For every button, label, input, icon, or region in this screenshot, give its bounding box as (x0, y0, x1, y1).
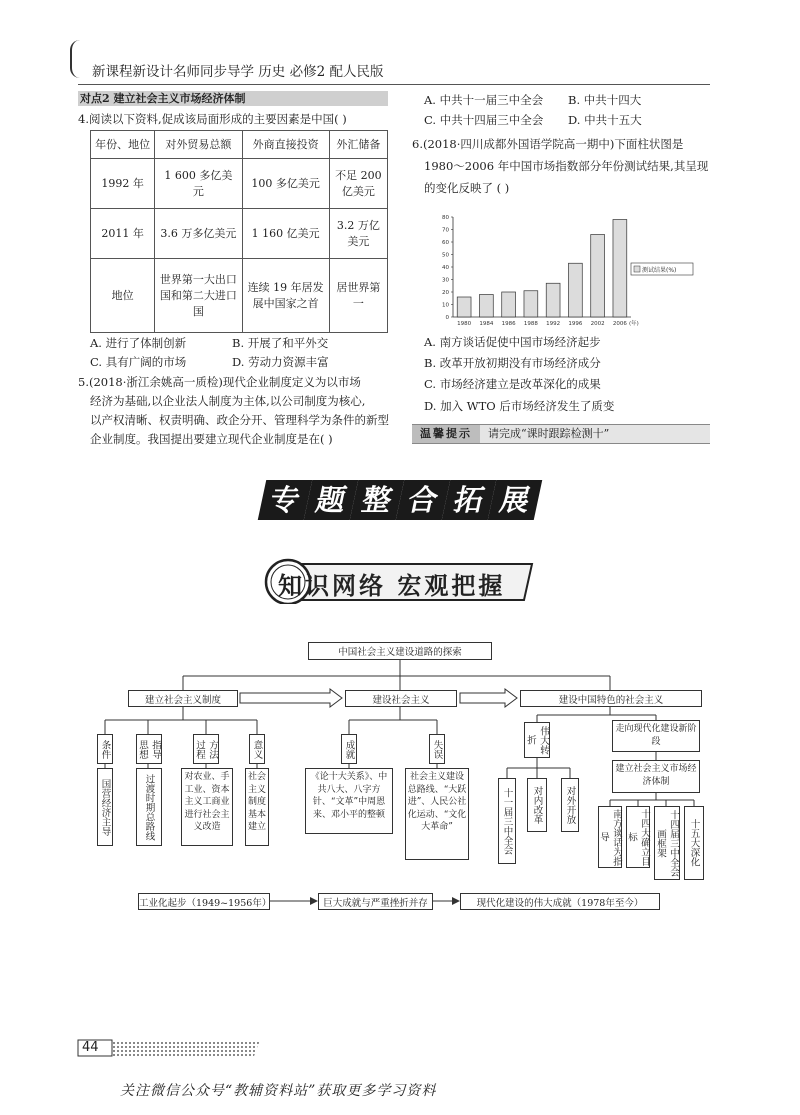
q5-option-a: A. 中共十一届三中全会 (424, 93, 544, 107)
bar (591, 235, 605, 318)
q5-line: 企业制度。我国提出要建立现代企业制度是在( ) (90, 432, 333, 446)
page-bar-dots (76, 1037, 260, 1059)
q6-option-d: D. 加入 WTO 后市场经济发生了质变 (424, 399, 615, 413)
table-cell: 100 多亿美元 (242, 159, 329, 209)
x-tick-label: 2002 (590, 321, 605, 327)
y-tick-label: 30 (442, 277, 449, 284)
header-rule (78, 84, 710, 85)
table-cell: 3.6 万多亿美元 (155, 209, 242, 259)
banner-char: 题 (304, 480, 359, 520)
banner-char: 拓 (442, 480, 497, 520)
table-cell: 居世界第一 (329, 259, 387, 333)
bar (502, 292, 516, 317)
banner-title: 知识网络 宏观把握 (278, 571, 506, 600)
diagram-node-modernization: 走向现代化建设新阶段 (612, 720, 700, 752)
diagram-leaf: 南方谈话为指导 (598, 806, 622, 868)
q5-line: 5.(2018·浙江余姚高一质检)现代企业制度定义为以市场 (78, 375, 361, 389)
diagram-leaf: 十一届三中全会 (498, 778, 516, 864)
table-cell: 2011 年 (91, 209, 155, 259)
page-number-bar (76, 1037, 260, 1059)
q6-option-a: A. 南方谈话促使中国市场经济起步 (424, 335, 601, 349)
table-row (91, 159, 388, 209)
bar (613, 220, 627, 318)
banner-char: 合 (396, 480, 451, 520)
diagram-node-market-economy: 建立社会主义市场经济体制 (612, 760, 700, 793)
y-tick-label: 80 (442, 215, 449, 221)
q6-option-b: B. 改革开放初期没有市场经济成分 (424, 356, 601, 370)
q4-option-c: C. 具有广阔的市场 (90, 355, 187, 369)
q5-option-b: B. 中共十四大 (568, 93, 642, 107)
y-tick-label: 50 (442, 252, 449, 259)
banner-char: 专 (258, 480, 313, 520)
table-cell: 1 600 多亿美元 (155, 159, 242, 209)
q6-line: 6.(2018·四川成都外国语学院高一期中)下面柱状图是 (412, 137, 684, 151)
banner-char: 展 (488, 480, 543, 520)
q6-option-c: C. 市场经济建立是改革深化的成果 (424, 377, 601, 391)
tip-text: 请完成“课时跟踪检测十” (488, 427, 610, 440)
market-index-bar-chart (425, 205, 715, 335)
tip-bar (412, 424, 710, 444)
q5-line: 经济为基础,以企业法人制度为主体,以公司制度为核心, (90, 394, 366, 408)
diagram-stage-industrialization: 工业化起步（1949~1956年） (138, 893, 270, 910)
table-header: 外商直接投资 (242, 131, 329, 159)
table-cell: 地位 (91, 259, 155, 333)
diagram-root-node: 中国社会主义建设道路的探索 (308, 642, 492, 660)
y-tick-label: 10 (442, 302, 449, 309)
table-cell: 3.2 万亿美元 (329, 209, 387, 259)
diagram-leaf: 社会主义制度基本建立 (245, 768, 269, 846)
x-tick-label: 1996 (568, 321, 583, 327)
diagram-leaf: 十四届三中全会画框架 (654, 806, 680, 880)
bar (479, 295, 493, 318)
section-banner (262, 478, 537, 522)
header-title: 新课程新设计名师同步导学 历史 必修2 配人民版 (92, 64, 384, 80)
q6-line: 的变化反映了 ( ) (424, 181, 510, 195)
y-tick-label: 0 (445, 315, 449, 321)
diagram-node-great-turn: 伟大转折 (524, 722, 550, 758)
bar (524, 291, 538, 317)
diagram-leaf: 对内改革 (527, 778, 547, 832)
diagram-leaf: 社会主义建设总路线、“大跃进”、人民公社化运动、“文化大革命” (405, 768, 469, 860)
tip-label: 温馨提示 (412, 425, 480, 443)
diagram-leaf: 对外开放 (561, 778, 579, 832)
diagram-node-conditions: 条件 (97, 734, 113, 764)
diagram-leaf: 过渡时期总路线 (136, 768, 162, 846)
table-row (91, 259, 388, 333)
q4-option-a: A. 进行了体制创新 (90, 336, 187, 350)
banner-char: 整 (350, 480, 405, 520)
q6-line: 1980～2006 年中国市场指数部分年份测试结果,其呈现 (424, 159, 709, 173)
legend-swatch (634, 266, 640, 272)
footer-note: 关注微信公众号“教辅资料站”获取更多学习资料 (120, 1083, 437, 1099)
diagram-node-chinese-characteristics: 建设中国特色的社会主义 (520, 690, 702, 707)
table-header: 年份、地位 (91, 131, 155, 159)
q4-option-d: D. 劳动力资源丰富 (232, 355, 329, 369)
knowledge-network-banner (262, 556, 537, 604)
q5-option-d: D. 中共十五大 (568, 113, 642, 127)
q4-stem: 4.阅读以下资料,促成该局面形成的主要因素是中国( ) (78, 112, 347, 126)
q4-table (90, 130, 388, 333)
diagram-leaf: 《论十大关系》、中共八大、八字方针、“文革”中周恩来、邓小平的整顿 (305, 768, 393, 834)
q5-line: 以产权清晰、权责明确、政企分开、管理科学为条件的新型 (90, 413, 389, 427)
page-number: 44 (82, 1040, 99, 1055)
bar (457, 297, 471, 317)
diagram-node-build-system: 建立社会主义制度 (128, 690, 238, 707)
table-cell: 1992 年 (91, 159, 155, 209)
q4-option-b: B. 开展了和平外交 (232, 336, 329, 350)
x-tick-label: 1986 (501, 321, 516, 327)
diagram-stage-achievements-setbacks: 巨大成就与严重挫折并存 (318, 893, 433, 910)
diagram-node-methods: 方法过程 (193, 734, 219, 764)
x-tick-label: 1992 (546, 321, 561, 327)
table-header: 外汇储备 (329, 131, 387, 159)
x-tick-label: 2006 (612, 321, 627, 327)
diagram-leaf: 十四大确立目标 (626, 806, 650, 868)
diagram-node-mistakes: 失误 (429, 734, 445, 764)
q5-option-c: C. 中共十四届三中全会 (424, 113, 544, 127)
diagram-node-achievements: 成就 (341, 734, 357, 764)
x-unit-label: (年) (629, 321, 639, 327)
legend-label: 测试结果(%) (642, 267, 677, 274)
table-row (91, 131, 388, 159)
table-cell: 不足 200 亿美元 (329, 159, 387, 209)
diagram-node-guiding-ideology: 指导思想 (136, 734, 162, 764)
diagram-leaf: 对农业、手工业、资本主义工商业进行社会主义改造 (181, 768, 233, 846)
bar (546, 283, 560, 317)
table-cell: 连续 19 年居发展中国家之首 (242, 259, 329, 333)
table-cell: 1 160 亿美元 (242, 209, 329, 259)
y-tick-label: 70 (442, 227, 449, 234)
diagram-stage-modernization: 现代化建设的伟大成就（1978年至今） (460, 893, 660, 910)
y-tick-label: 20 (442, 290, 449, 296)
table-row (91, 209, 388, 259)
diagram-leaf: 十五大深化 (684, 806, 704, 880)
diagram-node-significance: 意义 (249, 734, 265, 764)
table-header: 对外贸易总额 (155, 131, 242, 159)
y-tick-label: 60 (442, 240, 449, 246)
bar (568, 263, 582, 317)
x-tick-label: 1988 (523, 321, 538, 327)
header-bracket-decoration (70, 40, 82, 78)
diagram-node-build-socialism: 建设社会主义 (345, 690, 457, 707)
table-cell: 世界第一大出口国和第二大进口国 (155, 259, 242, 333)
x-tick-label: 1980 (457, 321, 472, 327)
section-label: 对点2 建立社会主义市场经济体制 (78, 91, 388, 106)
diagram-leaf: 国营经济主导 (97, 768, 113, 846)
x-tick-label: 1984 (479, 321, 494, 327)
y-tick-label: 40 (442, 265, 449, 271)
